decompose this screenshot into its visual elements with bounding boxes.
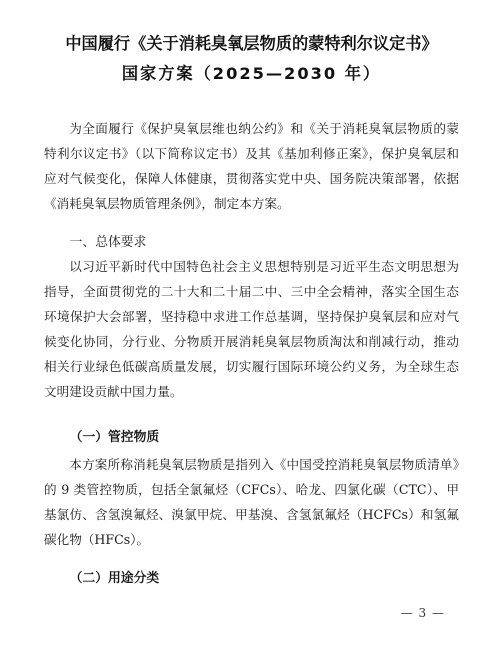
subsection-heading-controlled-substances: （一）管控物质 bbox=[69, 430, 160, 445]
controlled-substances-paragraph: 本方案所称消耗臭氧层物质是指列入《中国受控消耗臭氧层物质清单》的 9 类管控物质，包括全氯氟烃（CFCs）、哈龙、四氯化碳（CTC）、甲基氯仿、含氢溴氟烃、溴氯甲烷、甲基溴、含氢氯氟烃（HCFCs）和氢氟碳化物（HFCs）。 bbox=[44, 457, 459, 547]
intro-paragraph: 为全面履行《保护臭氧层维也纳公约》和《关于消耗臭氧层物质的蒙特利尔议定书》（以下简称议定书）及其《基加利修正案》，保护臭氧层和应对气候变化，保障人体健康，贯彻落实党中央、国务院决策部署，依据《消耗臭氧层物质管理条例》，制定本方案。 bbox=[44, 121, 459, 211]
page-number: — 3 — bbox=[400, 606, 445, 620]
document-title-line1: 中国履行《关于消耗臭氧层物质的蒙特利尔议定书》 bbox=[65, 34, 438, 53]
section-heading-general-requirements: 一、总体要求 bbox=[69, 235, 147, 250]
document-title-line2: 国家方案（2025—2030 年） bbox=[121, 64, 382, 83]
general-requirements-paragraph: 以习近平新时代中国特色社会主义思想特别是习近平生态文明思想为指导，全面贯彻党的二十大和二十届二中、三中全会精神，落实全国生态环境保护大会部署，坚持稳中求进工作总基调，坚持保护臭氧层和应对气候变化协同，分行业、分物质开展消耗臭氧层物质淘汰和削减行动，推动相关行业绿色低碳高质量发展，切实履行国际环境公约义务，为全球生态文明建设贡献中国力量。 bbox=[44, 259, 459, 399]
subsection-heading-use-categories: （二）用途分类 bbox=[69, 571, 160, 586]
